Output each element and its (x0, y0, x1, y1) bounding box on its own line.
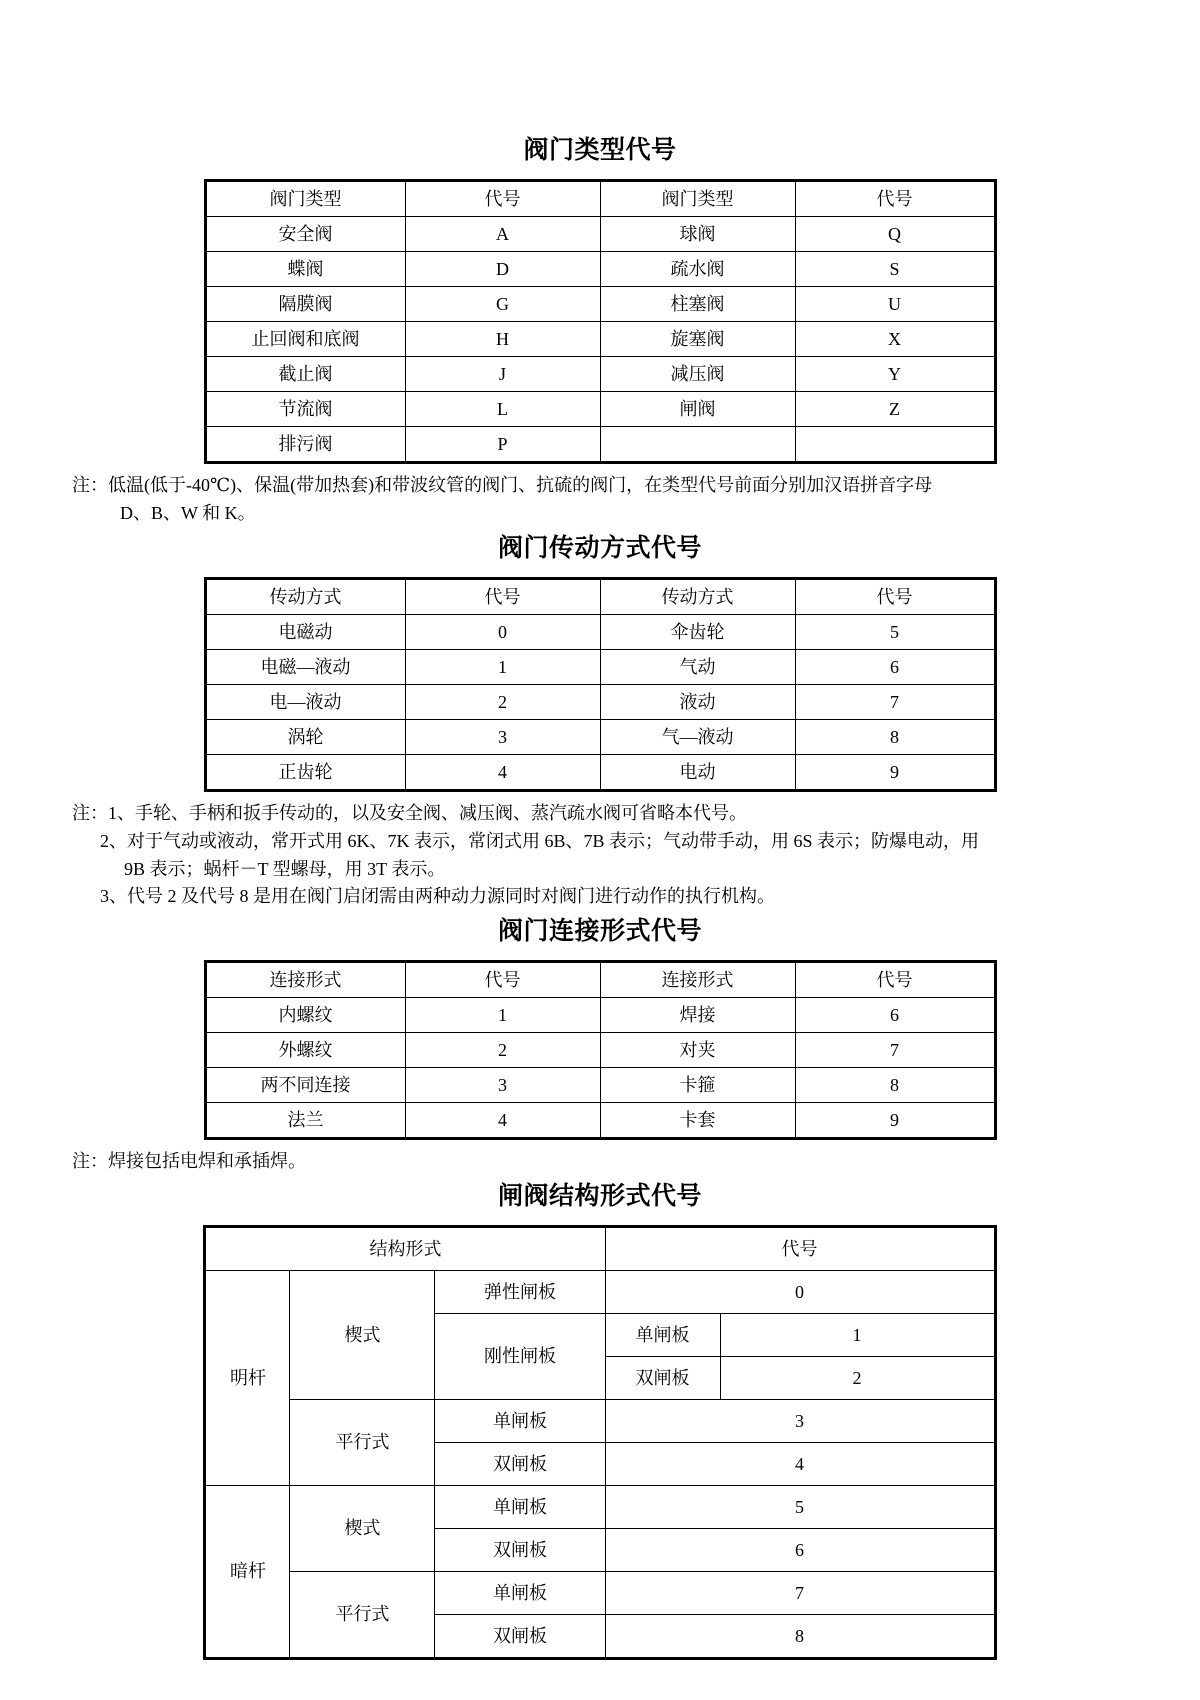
table-row (205, 754, 995, 790)
cell-plate-type: 双闸板 (435, 1529, 605, 1572)
cell-connection-form: 卡箍 (600, 1068, 795, 1103)
column-header: 代号 (405, 181, 600, 217)
cell-drive-mode: 液动 (600, 684, 795, 719)
section-title-valve-connection: 阀门连接形式代号 (497, 916, 702, 946)
cell-valve-type: 疏水阀 (600, 252, 795, 287)
table-row (205, 649, 995, 684)
table-row (205, 357, 995, 392)
cell-plate-subtype: 单闸板 (605, 1314, 720, 1357)
cell-code: 8 (795, 719, 995, 754)
cell-plate-type: 单闸板 (435, 1400, 605, 1443)
cell-empty (600, 427, 795, 463)
cell-code: 0 (405, 614, 600, 649)
table-row (205, 1486, 995, 1529)
note-valve-drive (72, 800, 1140, 912)
table-row (205, 1033, 995, 1068)
section-valve-type (60, 130, 1140, 528)
column-header: 连接形式 (205, 962, 405, 998)
table-row (205, 252, 995, 287)
section-valve-connection (60, 911, 1140, 1176)
cell-code: Z (795, 392, 995, 427)
cell-code: S (795, 252, 995, 287)
cell-code: L (405, 392, 600, 427)
table-row (205, 392, 995, 427)
cell-drive-mode: 电动 (600, 754, 795, 790)
table-row (205, 1068, 995, 1103)
column-header: 阀门类型 (600, 181, 795, 217)
cell-plate-type: 双闸板 (435, 1443, 605, 1486)
cell-code: 3 (605, 1400, 995, 1443)
cell-connection-form: 卡套 (600, 1103, 795, 1139)
cell-code: G (405, 287, 600, 322)
note-line: 注：1、手轮、手柄和扳手传动的，以及安全阀、减压阀、蒸汽疏水阀可省略本代号。 (72, 802, 747, 823)
cell-code: 0 (605, 1271, 995, 1314)
cell-stem-type: 暗杆 (205, 1486, 290, 1659)
table-header-row (205, 181, 995, 217)
cell-code: 8 (795, 1068, 995, 1103)
cell-code: 2 (405, 684, 600, 719)
cell-drive-mode: 电磁—液动 (205, 649, 405, 684)
cell-valve-type: 排污阀 (205, 427, 405, 463)
table-row (205, 1103, 995, 1139)
cell-drive-mode: 电—液动 (205, 684, 405, 719)
cell-code: 1 (720, 1314, 995, 1357)
cell-connection-form: 法兰 (205, 1103, 405, 1139)
table-row (205, 1400, 995, 1443)
cell-code: J (405, 357, 600, 392)
cell-form-type: 楔式 (290, 1486, 435, 1572)
cell-code: 9 (795, 1103, 995, 1139)
column-header-structure: 结构形式 (205, 1227, 605, 1271)
cell-code: A (405, 217, 600, 252)
cell-code: 7 (795, 1033, 995, 1068)
note-line: D、B、W 和 K。 (120, 502, 256, 523)
cell-code: H (405, 322, 600, 357)
table-row (205, 614, 995, 649)
cell-stem-type: 明杆 (205, 1271, 290, 1486)
table-row (205, 1572, 995, 1615)
cell-valve-type: 旋塞阀 (600, 322, 795, 357)
cell-code: 6 (605, 1529, 995, 1572)
cell-connection-form: 对夹 (600, 1033, 795, 1068)
table-row (205, 427, 995, 463)
note-line: 注：焊接包括电焊和承插焊。 (72, 1151, 306, 1172)
cell-code: 3 (405, 719, 600, 754)
cell-code: 6 (795, 649, 995, 684)
cell-code: P (405, 427, 600, 463)
note-line: 9B 表示；蜗杆－T 型螺母，用 3T 表示。 (124, 858, 446, 879)
cell-connection-form: 内螺纹 (205, 998, 405, 1033)
cell-code: 8 (605, 1615, 995, 1659)
cell-connection-form: 两不同连接 (205, 1068, 405, 1103)
cell-form-type: 平行式 (290, 1400, 435, 1486)
valve-type-table (204, 179, 997, 464)
cell-code: Q (795, 217, 995, 252)
cell-valve-type: 减压阀 (600, 357, 795, 392)
table-row (205, 1271, 995, 1314)
cell-valve-type: 安全阀 (205, 217, 405, 252)
table-header-row (205, 962, 995, 998)
cell-code: 5 (795, 614, 995, 649)
valve-drive-table (204, 577, 997, 792)
gate-valve-structure-table (203, 1225, 996, 1660)
cell-drive-mode: 涡轮 (205, 719, 405, 754)
column-header: 代号 (405, 962, 600, 998)
cell-connection-form: 外螺纹 (205, 1033, 405, 1068)
note-line: 3、代号 2 及代号 8 是用在阀门启闭需由两种动力源同时对阀门进行动作的执行机构。 (100, 886, 775, 907)
cell-drive-mode: 气动 (600, 649, 795, 684)
cell-code: Y (795, 357, 995, 392)
cell-code: D (405, 252, 600, 287)
cell-form-type: 平行式 (290, 1572, 435, 1659)
cell-drive-mode: 电磁动 (205, 614, 405, 649)
table-row (205, 287, 995, 322)
table-row (205, 998, 995, 1033)
cell-drive-mode: 伞齿轮 (600, 614, 795, 649)
cell-code: 4 (605, 1443, 995, 1486)
table-row (205, 322, 995, 357)
cell-valve-type: 柱塞阀 (600, 287, 795, 322)
cell-code: 1 (405, 649, 600, 684)
table-header-row (205, 1227, 995, 1271)
cell-code: 7 (795, 684, 995, 719)
cell-valve-type: 隔膜阀 (205, 287, 405, 322)
cell-empty (795, 427, 995, 463)
note-valve-connection (72, 1148, 1140, 1176)
cell-drive-mode: 正齿轮 (205, 754, 405, 790)
column-header: 代号 (795, 181, 995, 217)
cell-plate-type: 单闸板 (435, 1486, 605, 1529)
column-header: 连接形式 (600, 962, 795, 998)
note-line: 2、对于气动或液动，常开式用 6K、7K 表示，常闭式用 6B、7B 表示；气动带手动，用 6S 表示；防爆电动，用 (100, 830, 980, 851)
section-title-valve-drive: 阀门传动方式代号 (497, 532, 702, 562)
cell-plate-type: 弹性闸板 (435, 1271, 605, 1314)
cell-code: 1 (405, 998, 600, 1033)
cell-valve-type: 止回阀和底阀 (205, 322, 405, 357)
section-gate-valve-structure (60, 1176, 1140, 1660)
cell-code: 3 (405, 1068, 600, 1103)
table-row (205, 684, 995, 719)
cell-valve-type: 蝶阀 (205, 252, 405, 287)
column-header: 阀门类型 (205, 181, 405, 217)
column-header: 代号 (405, 578, 600, 614)
column-header-code: 代号 (605, 1227, 995, 1271)
table-row (205, 217, 995, 252)
section-title-valve-type: 阀门类型代号 (523, 135, 677, 164)
table-header-row (205, 578, 995, 614)
valve-connection-table (204, 960, 997, 1140)
cell-connection-form: 焊接 (600, 998, 795, 1033)
cell-code: 4 (405, 1103, 600, 1139)
cell-code: 5 (605, 1486, 995, 1529)
cell-code: 4 (405, 754, 600, 790)
table-row (205, 719, 995, 754)
cell-code: 7 (605, 1572, 995, 1615)
cell-valve-type: 球阀 (600, 217, 795, 252)
cell-code: 6 (795, 998, 995, 1033)
section-title-gate-valve-structure: 闸阀结构形式代号 (497, 1181, 702, 1211)
cell-code: U (795, 287, 995, 322)
cell-code: X (795, 322, 995, 357)
cell-plate-subtype: 双闸板 (605, 1357, 720, 1400)
note-valve-type (72, 472, 1140, 528)
cell-valve-type: 节流阀 (205, 392, 405, 427)
cell-valve-type: 闸阀 (600, 392, 795, 427)
cell-valve-type: 截止阀 (205, 357, 405, 392)
column-header: 代号 (795, 578, 995, 614)
section-valve-drive (60, 528, 1140, 912)
column-header: 传动方式 (600, 578, 795, 614)
column-header: 代号 (795, 962, 995, 998)
note-line: 注：低温(低于-40℃)、保温(带加热套)和带波纹管的阀门、抗硫的阀门，在类型代号前面分别加汉语拼音字母 (72, 475, 933, 495)
cell-code: 9 (795, 754, 995, 790)
cell-plate-type: 刚性闸板 (435, 1314, 605, 1400)
cell-plate-type: 双闸板 (435, 1615, 605, 1659)
cell-plate-type: 单闸板 (435, 1572, 605, 1615)
cell-drive-mode: 气—液动 (600, 719, 795, 754)
column-header: 传动方式 (205, 578, 405, 614)
cell-code: 2 (405, 1033, 600, 1068)
cell-form-type: 楔式 (290, 1271, 435, 1400)
cell-code: 2 (720, 1357, 995, 1400)
